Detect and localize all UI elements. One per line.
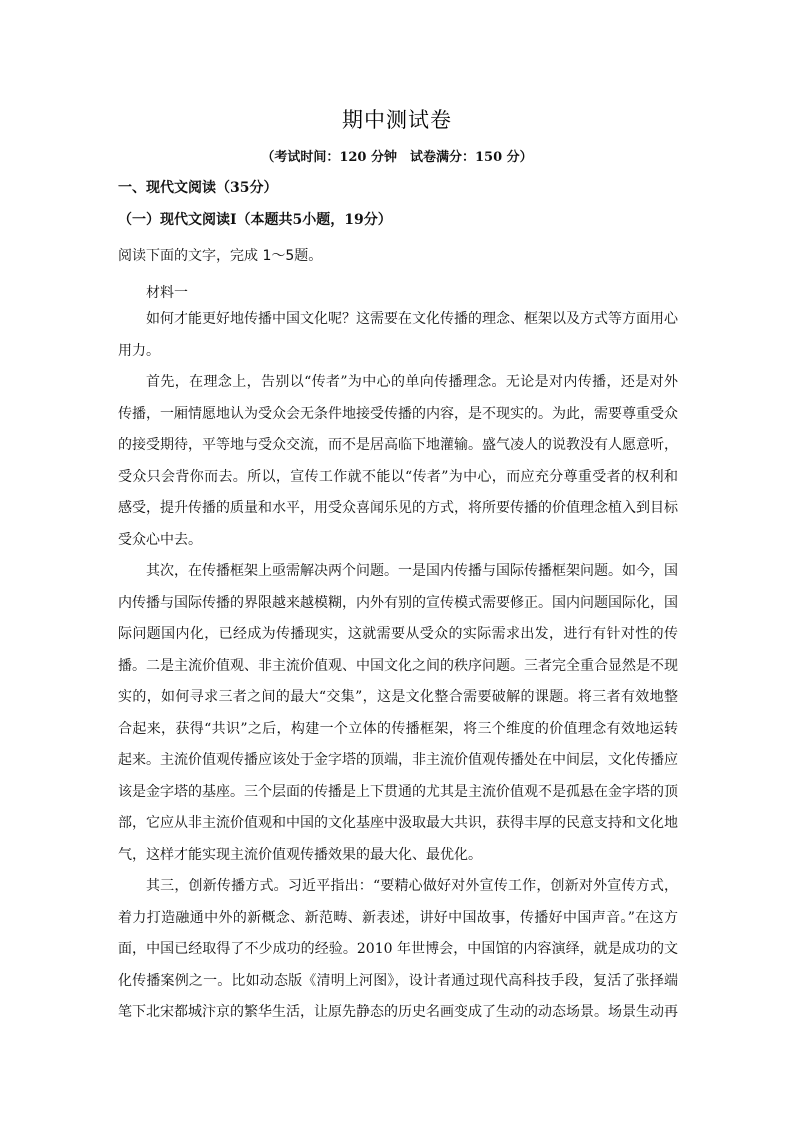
passage-paragraph: 首先，在理念上，告别以“传者”为中心的单向传播理念。无论是对内传播，还是对外传播，一厢情愿地认为受众会无条件地接受传播的内容，是不现实的。为此，需要尊重受众的接受期待，平等地与受众交流，而不是居高临下地灌输。盛气凌人的说教没有人愿意听，受众只会背你而去。所以，宣传工作就不能以“传者”为中心，而应充分尊重受者的权利和感受，提升传播的质量和水平，用受众喜闻乐见的方式，将所要传播的价值理念植入到目标受众心中去。 [118,374,678,548]
exam-info: （考试时间：120 分钟 试卷满分：150 分） [261,150,533,165]
passage-paragraph: 其三，创新传播方式。习近平指出：“要精心做好对外宣传工作，创新对外宣传方式，着力打造融通中外的新概念、新范畴、新表述，讲好中国故事，传播好中国声音。”在这方面，中国已经取得了不少成功的经验。2010 年世博会，中国馆的内容演绎，就是成功的文化传播案例之一。比如动态版《清明上河图》，设计者通过现代高科技手段，复活了张择端笔下北宋都城汴京的繁华生活，让原先静态的历史名画变成了生动的动态场景。场景生动再 [118,878,678,1020]
passage-body [118,304,678,1029]
passage-paragraph: 其次，在传播框架上亟需解决两个问题。一是国内传播与国际传播框架问题。如今，国内传播与国际传播的界限越来越模糊，内外有别的宣传模式需要修正。国内问题国际化，国际问题国内化，已经成为传播现实，这就需要从受众的实际需求出发，进行有针对性的传播。二是主流价值观、非主流价值观、中国文化之间的秩序问题。三者完全重合显然是不现实的，如何寻求三者之间的最大“交集”，这是文化整合需要破解的课题。将三者有效地整合起来，获得“共识”之后，构建一个立体的传播框架，将三个维度的价值理念有效地运转起来。主流价值观传播应该处于金字塔的顶端，非主流价值观传播处在中间层，文化传播应该是金字塔的基座。三个层面的传播是上下贯通的尤其是主流价值观不是孤悬在金字塔的顶部，它应从非主流价值观和中国的文化基座中汲取最大共识，获得丰厚的民意支持和文化地气，这样才能实现主流价值观传播效果的最大化、最优化。 [118,563,678,863]
page-title: 期中测试卷 [342,108,452,132]
passage-paragraph: 如何才能更好地传播中国文化呢？这需要在文化传播的理念、框架以及方式等方面用心用力。 [118,311,678,359]
reading-instruction: 阅读下面的文字，完成 1～5题。 [118,248,323,264]
material-label: 材料一 [146,285,188,301]
section-heading: 一、现代文阅读（35分） [118,180,278,196]
subsection-heading: （一）现代文阅读Ⅰ（本题共5小题，19分） [118,212,392,228]
